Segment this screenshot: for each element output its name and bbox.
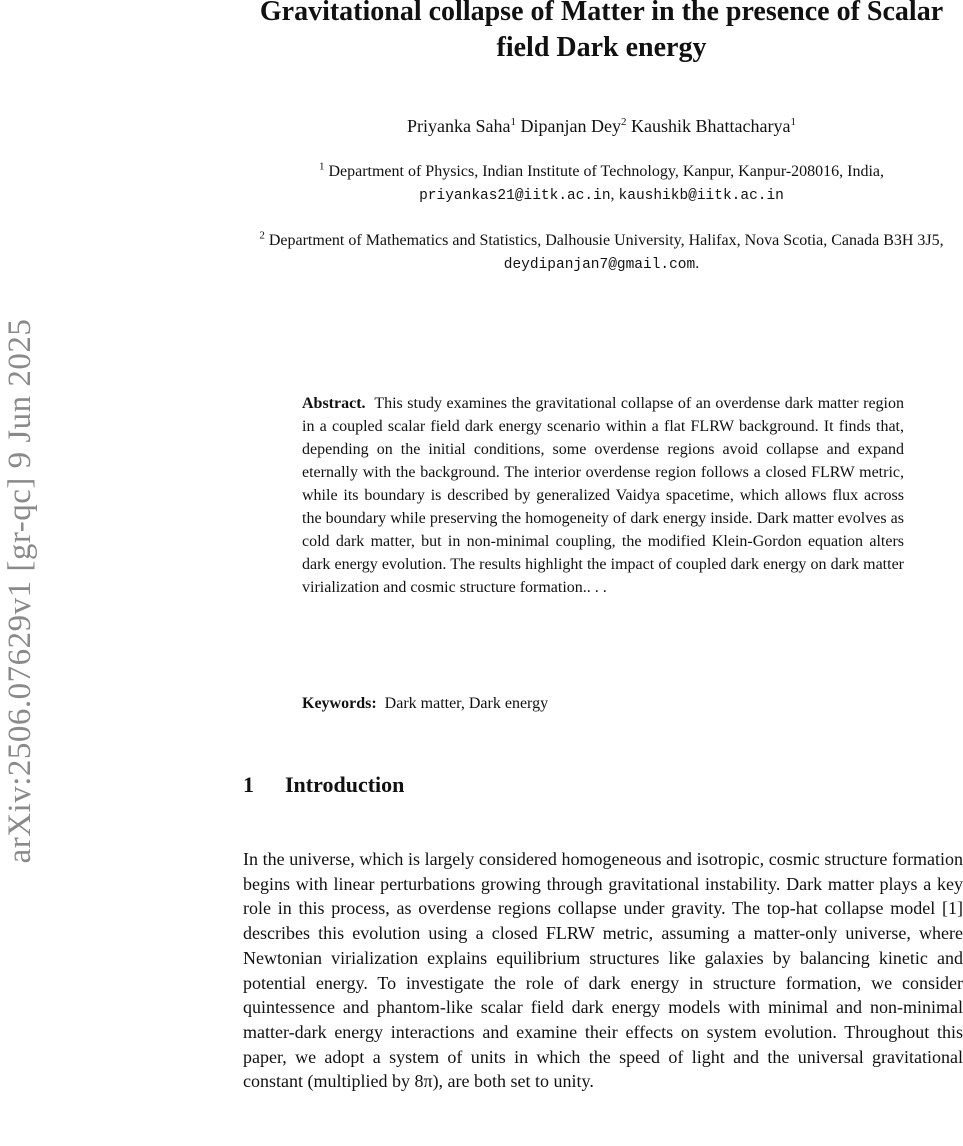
section-heading — [243, 772, 404, 798]
affiliation-marker: 1 — [318, 160, 325, 173]
affiliation-marker: 2 — [259, 229, 265, 242]
keywords-label: Keywords: — [302, 695, 377, 712]
email-terminator: . — [695, 255, 700, 272]
abstract — [302, 392, 904, 599]
affiliation-text: Department of Mathematics and Statistics, Dalhousie University, Halifax, Nova Scotia, Canada B3H 3J5, — [268, 232, 944, 249]
email-link[interactable]: kaushikb@iitk.ac.in — [618, 188, 784, 204]
keywords — [302, 692, 904, 715]
email-separator: , — [610, 186, 619, 203]
abstract-label: Abstract. — [302, 395, 366, 412]
affiliation-block — [240, 229, 963, 277]
author-name: Priyanka Saha — [407, 116, 511, 136]
author-name: Kaushik Bhattacharya — [631, 116, 791, 136]
arxiv-side-stamp: arXiv:2506.07629v1 [gr-qc] 9 Jun 2025 — [2, 318, 38, 864]
abstract-text: This study examines the gravitational collapse of an overdense dark matter region in a coupled scalar field dark energy scenario within a flat FLRW background. It finds that, depending on the initial conditions, some overdense regions avoid collapse and expand eternally with the background. The interior overdense region follows a closed FLRW metric, while its boundary is described by generalized Vaidya spacetime, which allows flux across the boundary while preserving the homogeneity of dark energy inside. Dark matter evolves as cold dark matter, but in non-minimal coupling, the modified Klein-Gordon equation alters dark energy evolution. The results highlight the impact of coupled dark energy on dark matter virialization and cosmic structure formation.. . . — [302, 395, 904, 596]
paper-title: Gravitational collapse of Matter in the presence of Scalar field Dark energy — [259, 0, 944, 63]
author-affiliation-marker: 1 — [510, 116, 517, 128]
affiliation-block — [240, 160, 963, 208]
author-affiliation-marker: 2 — [621, 116, 627, 128]
author-name: Dipanjan Dey — [520, 116, 621, 136]
keywords-text: Dark matter, Dark energy — [384, 695, 549, 712]
body-paragraph: In the universe, which is largely considered homogeneous and isotropic, cosmic structure formation begins with linear perturbations growing through gravitational instability. Dark matter plays a key role in this process, as overdense regions collapse under gravity. The top-hat collapse model [1] describes this evolution using a closed FLRW metric, assuming a matter-only universe, where Newtonian virialization explains equilibrium structures like galaxies by balancing kinetic and potential energy. To investigate the role of dark energy in structure formation, we consider quintessence and phantom-like scalar field dark energy models with minimal and non-minimal matter-dark energy interactions and examine their effects on system evolution. Throughout this paper, we adopt a system of units in which the speed of light and the universal gravitational constant (multiplied by 8π), are both set to unity. — [243, 849, 963, 1092]
author-affiliation-marker: 1 — [790, 116, 796, 128]
section-title: Introduction — [285, 772, 405, 797]
section-number: 1 — [243, 772, 254, 797]
email-link[interactable]: priyankas21@iitk.ac.in — [419, 188, 611, 204]
affiliation-text: Department of Physics, Indian Institute of Technology, Kanpur, Kanpur-208016, India, — [328, 163, 885, 180]
email-link[interactable]: deydipanjan7@gmail.com — [503, 257, 696, 273]
author-list — [240, 116, 963, 137]
